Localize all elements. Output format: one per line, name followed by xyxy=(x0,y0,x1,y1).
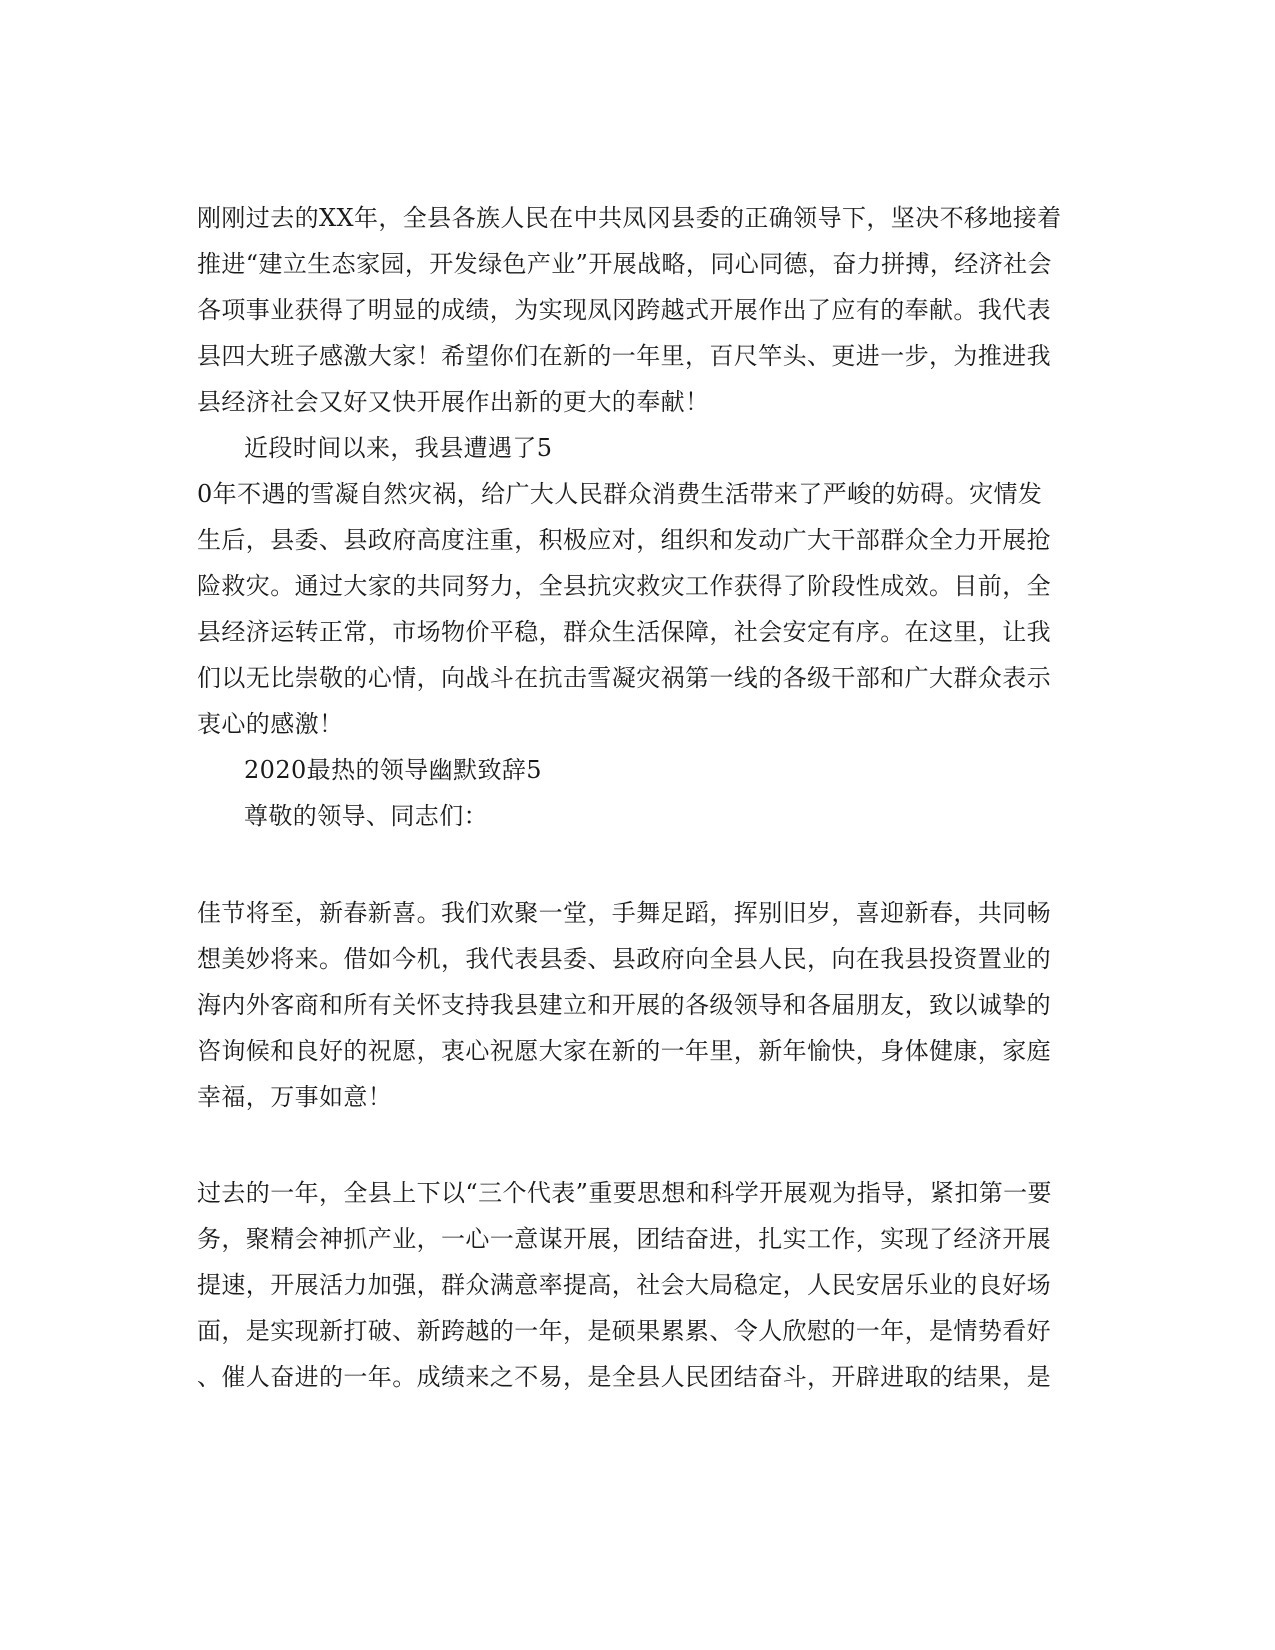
paragraph-line: 过去的一年，全县上下以“三个代表”重要思想和科学开展观为指导，紧扣第一要 xyxy=(197,1179,1052,1207)
paragraph-line: 险救灾。通过大家的共同努力，全县抗灾救灾工作获得了阶段性成效。目前，全 xyxy=(197,572,1051,600)
paragraph-line: 县四大班子感激大家！希望你们在新的一年里，百尺竿头、更进一步，为推进我 xyxy=(197,342,1051,370)
paragraph-line: 0年不遇的雪凝自然灾祸，给广大人民群众消费生活带来了严峻的妨碍。灾情发 xyxy=(197,480,1043,508)
section-heading: 2020最热的领导幽默致辞5 xyxy=(244,756,542,784)
paragraph-line: 近段时间以来，我县遭遇了5 xyxy=(244,434,553,462)
paragraph-line: 县经济运转正常，市场物价平稳，群众生活保障，社会安定有序。在这里，让我 xyxy=(197,618,1051,646)
paragraph-line: 佳节将至，新春新喜。我们欢聚一堂，手舞足蹈，挥别旧岁，喜迎新春，共同畅 xyxy=(197,899,1051,927)
paragraph-line: 衷心的感激！ xyxy=(197,710,344,738)
paragraph-line: 海内外客商和所有关怀支持我县建立和开展的各级领导和各届朋友，致以诚挚的 xyxy=(197,991,1051,1019)
paragraph-line: 们以无比崇敬的心情，向战斗在抗击雪凝灾祸第一线的各级干部和广大群众表示 xyxy=(197,664,1051,692)
paragraph-line: 幸福，万事如意！ xyxy=(197,1083,393,1111)
salutation: 尊敬的领导、同志们： xyxy=(244,802,488,830)
paragraph-line: 生后，县委、县政府高度注重，积极应对，组织和发动广大干部群众全力开展抢 xyxy=(197,526,1051,554)
paragraph-line: 想美妙将来。借如今机，我代表县委、县政府向全县人民，向在我县投资置业的 xyxy=(197,945,1051,973)
paragraph-line: 、催人奋进的一年。成绩来之不易，是全县人民团结奋斗，开辟进取的结果，是 xyxy=(197,1363,1051,1391)
paragraph-line: 推进“建立生态家园，开发绿色产业”开展战略，同心同德，奋力拼搏，经济社会 xyxy=(197,250,1052,278)
paragraph-line: 咨询候和良好的祝愿，衷心祝愿大家在新的一年里，新年愉快，身体健康，家庭 xyxy=(197,1037,1051,1065)
paragraph-line: 面，是实现新打破、新跨越的一年，是硕果累累、令人欣慰的一年，是情势看好 xyxy=(197,1317,1051,1345)
paragraph-line: 县经济社会又好又快开展作出新的更大的奉献！ xyxy=(197,388,710,416)
paragraph-line: 务，聚精会神抓产业，一心一意谋开展，团结奋进，扎实工作，实现了经济开展 xyxy=(197,1225,1051,1253)
paragraph-line: 提速，开展活力加强，群众满意率提高，社会大局稳定，人民安居乐业的良好场 xyxy=(197,1271,1051,1299)
paragraph-line: 各项事业获得了明显的成绩，为实现凤冈跨越式开展作出了应有的奉献。我代表 xyxy=(197,296,1051,324)
paragraph-line: 刚刚过去的XX年，全县各族人民在中共凤冈县委的正确领导下，坚决不移地接着 xyxy=(197,204,1062,232)
